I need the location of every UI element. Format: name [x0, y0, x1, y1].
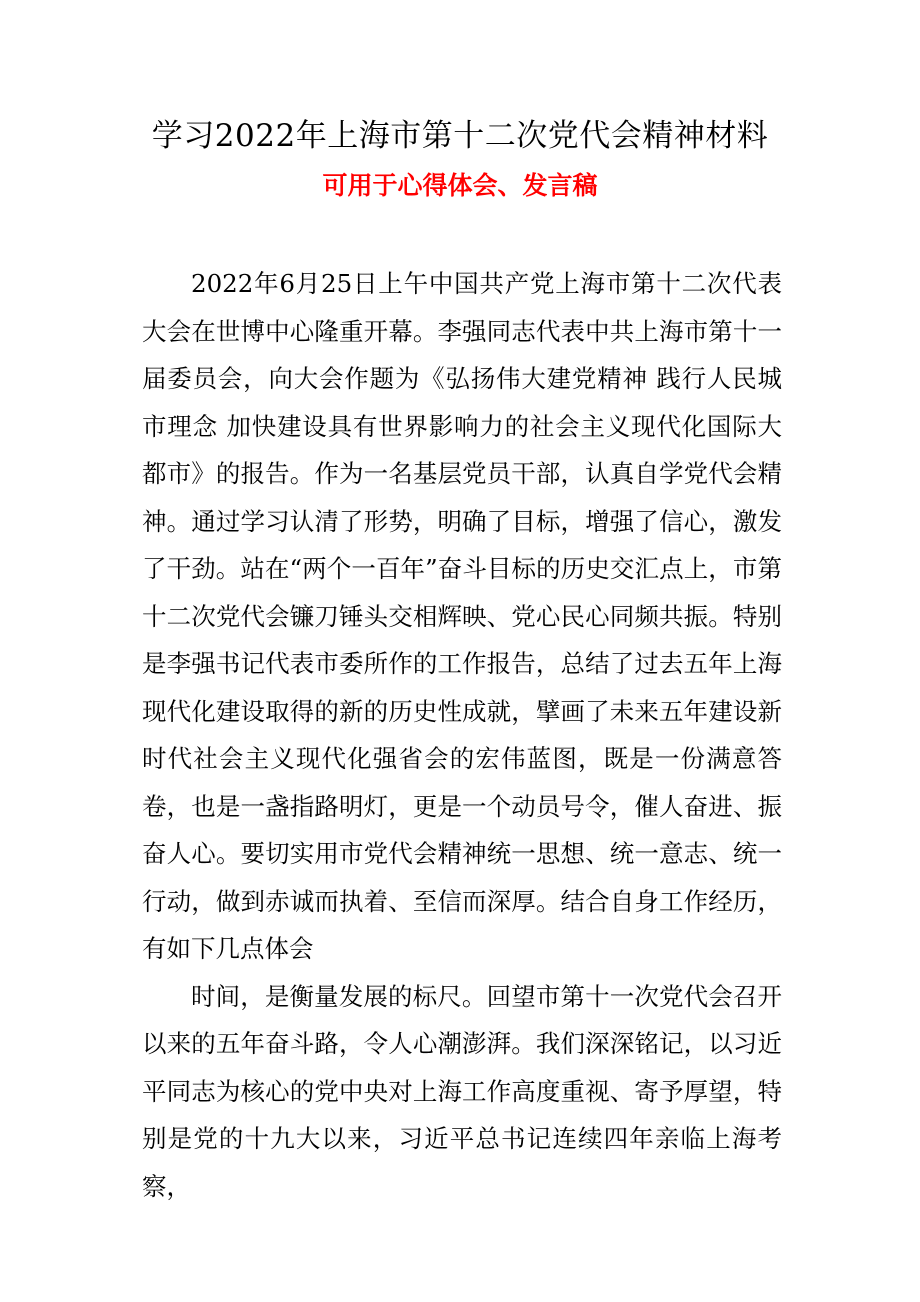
body-paragraph: 2022年6月25日上午中国共产党上海市第十二次代表大会在世博中心隆重开幕。李强同志代表中共上海市第十一届委员会，向大会作题为《弘扬伟大建党精神 践行人民城市理念 加快建设具有世界影响力的社会主义现代化国际大都市》的报告。作为一名基层党员干部，认真自学党代会精神。通过学习认清了形势，明确了目标，增强了信心，激发了干劲。站在“两个一百年”奋斗目标的历史交汇点上，市第十二次党代会镰刀锤头交相辉映、党心民心同频共振。特别是李强书记代表市委所作的工作报告，总结了过去五年上海现代化建设取得的新的历史性成就，擘画了未来五年建设新时代社会主义现代化强省会的宏伟蓝图，既是一份满意答卷，也是一盏指路明灯，更是一个动员号令，催人奋进、振奋人心。要切实用市党代会精神统一思想、统一意志、统一行动，做到赤诚而执着、至信而深厚。结合自身工作经历，有如下几点体会	[142, 269, 782, 963]
document-subtitle: 可用于心得体会、发言稿	[322, 171, 598, 200]
document-body	[142, 260, 782, 1210]
document-title: 学习2022年上海市第十二次党代会精神材料	[151, 118, 769, 154]
body-paragraph: 时间，是衡量发展的标尺。回望市第十一次党代会召开以来的五年奋斗路，令人心潮澎湃。我们深深铭记，以习近平同志为核心的党中央对上海工作高度重视、寄予厚望，特别是党的十九大以来，习近平总书记连续四年亲临上海考察，	[142, 981, 782, 1201]
